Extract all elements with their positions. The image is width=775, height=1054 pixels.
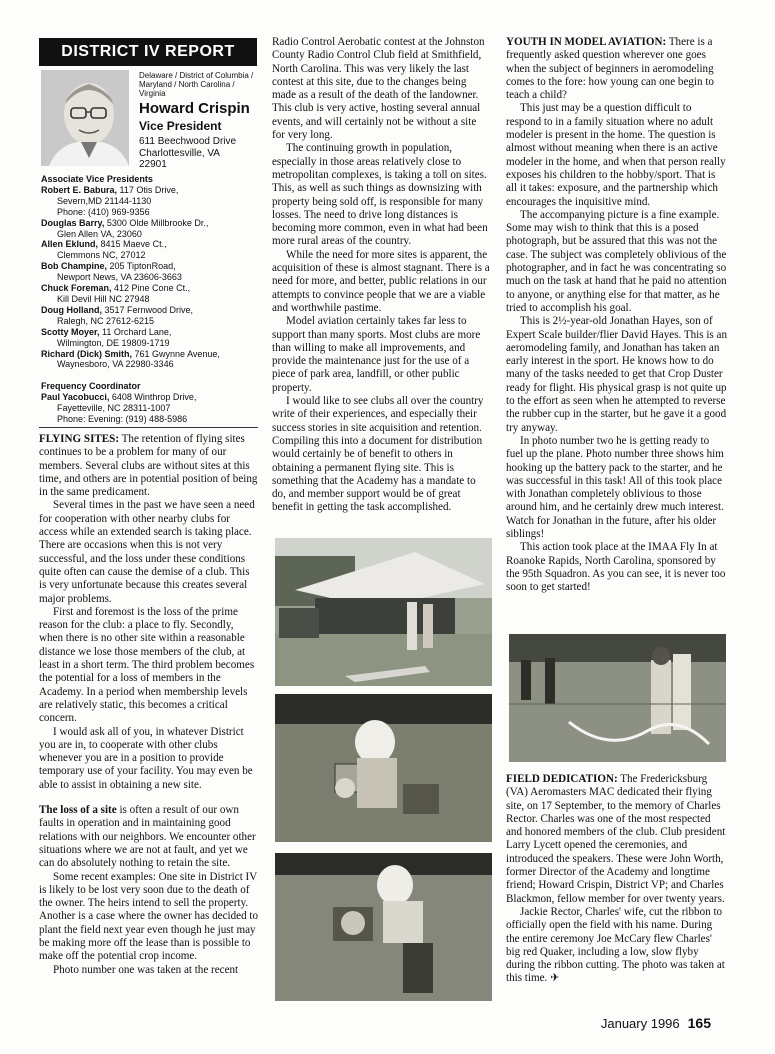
freq-line: 6408 Winthrop Drive, <box>111 391 197 402</box>
issue-date: January 1996 <box>600 1016 680 1031</box>
associate-entry <box>41 261 259 272</box>
associate-line: Clemmons NC, 27012 <box>57 250 146 261</box>
associate-name: Douglas Barry, <box>41 217 105 228</box>
associate-line: Ralegh, NC 27612-6215 <box>57 315 155 326</box>
paragraph: Several times in the past we have seen a need for cooperation with other nearby clubs for access while an extended search is taking place. There are occasions when this is not very successful, and the loss under these conditions quite often can cause the demise of a club. This is very unfortunate because this creates several major problems. <box>39 499 255 605</box>
associate-line: Newport News, VA 23606-3663 <box>57 272 182 283</box>
paragraph-text: The Fredericksburg (VA) Aeromasters MAC dedicated their flying site, on 17 September, to the memory of Charles Rector. Charles was one of the most respected and honored members of the club. Club president Larry Lycett opened the ceremonies, and introduced the speakers. These were John Worth, former Director of the Academy and longtime friend; Howard Crispin, District VP; and Charles Blackmon, fellow member for over twenty years. <box>506 773 726 905</box>
photo-field-pavilion <box>275 538 492 686</box>
associate-name: Chuck Foreman, <box>41 283 112 294</box>
associate-line: 117 Otis Drive, <box>119 184 179 195</box>
paragraph: Photo number one was taken at the recent <box>53 963 239 976</box>
section-lead: FLYING SITES: <box>39 433 120 445</box>
associate-line: 3517 Fernwood Drive, <box>104 304 194 315</box>
associate-line: 5300 Olde Millbrooke Dr., <box>106 217 209 228</box>
associate-name: Scotty Moyer, <box>41 326 100 337</box>
section-lead: FIELD DEDICATION: <box>506 773 618 785</box>
page-number: 165 <box>687 1015 711 1031</box>
associate-entry <box>41 239 259 250</box>
associate-line: Glen Allen VA, 23060 <box>57 228 142 239</box>
associate-entry <box>41 185 259 196</box>
associate-entry <box>41 305 259 316</box>
paragraph: This just may be a question difficult to respond to in a family situation where no adult modeler is present in the home. The question is almost without meaning when there is an active modeler in the home, and when that person really exposes his children to the hobby/sport. That is all it takes: exposure, and the partnership which encourages the inquisitive mind. <box>506 102 726 208</box>
paragraph: This is 2½-year-old Jonathan Hayes, son of Expert Scale builder/flier David Hayes. This is an aeromodeling family, and Jonathan has taken an early interest in the sport. He knows how to do many of the tasks needed to get that Crop Duster ready for flight. His physical grasp is not quite up to the effort as seen when he attempted to reverse the rubber cup in the starter, but he gave it a good try anyway. <box>506 315 727 434</box>
freq-entry <box>41 392 259 403</box>
freq-line: Phone: Evening: (919) 488-5986 <box>57 413 188 424</box>
paragraph: In photo number two he is getting ready to fuel up the plane. Photo number three shows him hooking up the battery pack to the starter, and he was successful in this task! All of this took place with Jonathan completely oblivious to those around him, and he certainly drew much interest. Watch for Jonathan in the future, after his older siblings! <box>506 434 724 540</box>
associate-line: Severn,MD 21144-1130 <box>57 195 152 206</box>
photo-child-fueling <box>275 694 492 842</box>
fueling-scene <box>275 694 492 842</box>
column-2 <box>272 36 491 515</box>
starter-scene <box>275 853 492 1001</box>
section-lead: YOUTH IN MODEL AVIATION: <box>506 36 667 48</box>
associate-line: Kill Devil Hill NC 27948 <box>57 293 150 304</box>
associate-line: 412 Pine Cone Ct., <box>114 283 191 294</box>
paragraph: This action took place at the IMAA Fly In at Roanoke Rapids, North Carolina, sponsored by the 95th Squadron. As you can see, it is never too soon to get started! <box>506 541 726 594</box>
associate-name: Bob Champine, <box>41 261 108 272</box>
district-banner: DISTRICT IV REPORT <box>39 38 257 66</box>
paragraph-text: There is a frequently asked question wherever one goes when the subject of beginners in aeromodeling comes to the fore: how young can one begin to teach a child? <box>506 36 714 102</box>
associate-entry <box>41 349 259 360</box>
freq-heading: Frequency Coordinator <box>41 381 141 391</box>
ribbon-scene <box>509 634 726 762</box>
vp-name: Howard Crispin <box>139 100 250 117</box>
associate-name: Richard (Dick) Smith, <box>41 348 133 359</box>
paragraph <box>39 433 259 499</box>
column-1 <box>39 433 259 977</box>
vp-address <box>139 136 259 171</box>
district-states: Delaware / District of Columbia / Maryland / North Carolina / Virginia <box>139 71 254 98</box>
associate-line: 761 Gwynne Avenue, <box>134 348 220 359</box>
vp-title: Vice President <box>139 119 222 133</box>
section-divider <box>39 427 258 428</box>
paragraph: I would like to see clubs all over the country write of their experiences, and especially their success stories in site acquisition and retention. Compiling this into a document for distribution would certainly be of benefit to others in obtaining a permanent flying site. This is something that the Academy has a mandate to do, and member support would be of great benefit in getting the task accomplished. <box>272 395 484 514</box>
paragraph: I would ask all of you, in whatever District you are in, to cooperate with other clubs whenever you are in a position to provide temporary use of your facility. You may even be able to assist in obtaining a new site. <box>39 725 253 791</box>
paragraph: Model aviation certainly takes far less to support than many sports. Most clubs are more than willing to make all improvements, and provide the maintenance just for the use of a piece of park area, landfill, or other public property. <box>272 315 481 394</box>
associate-line: 8415 Maeve Ct., <box>100 239 167 250</box>
paragraph: Radio Control Aerobatic contest at the Johnston County Radio Control Club field at Smithfield, North Carolina. This was very likely the last contest at this site, due to the changes being made as a result of the death of the landowner. This club is very active, hosting several annual events, and will certainly not be without a site for very long. <box>272 36 485 142</box>
associate-line: 205 TiptonRoad, <box>109 261 176 272</box>
associate-name: Robert E. Babura, <box>41 184 118 195</box>
paragraph: While the need for more sites is apparent, the acquisition of these is almost stagnant. There is a need for more, and better, public relations in our attempts to convince people that we are a viable and worthwhile pastime. <box>272 248 490 314</box>
associate-line: Phone: (410) 969-9356 <box>57 206 150 217</box>
page-footer <box>601 1015 711 1031</box>
portrait-image <box>41 70 129 166</box>
paragraph-text: The retention of flying sites continues to be a problem for many of our members. Several clubs are without sites at this time, and others are in potential position of being in the same predicament. <box>39 433 258 499</box>
paragraph <box>506 773 728 906</box>
associate-name: Doug Holland, <box>41 304 102 315</box>
vp-portrait-photo <box>41 70 129 166</box>
associate-line: Wilmington, DE 19809-1719 <box>57 337 170 348</box>
paragraph <box>39 804 259 870</box>
column-3-lower <box>506 773 728 986</box>
associate-entry <box>41 218 259 229</box>
associate-line: 11 Orchard Lane, <box>102 326 172 337</box>
paragraph: Jackie Rector, Charles' wife, cut the ribbon to officially open the field with his name. During the entire ceremony Joe McCary flew Charles' big red Quaker, including a low, slow flyby during the ribbon cutting. The photo was taken at this time. ✈ <box>506 905 725 985</box>
photo-child-starter <box>275 853 492 1001</box>
photo-ribbon-cutting <box>509 634 726 762</box>
vp-address-line: 22901 <box>139 159 167 170</box>
associate-entry <box>41 327 259 338</box>
freq-line: Fayetteville, NC 28311-1007 <box>57 402 171 413</box>
paragraph-text: is often a result of our own faults in operation and in maintaining good relations with our neighbors. We encounter other situations where we are not at fault, and yet we can do absolutely nothing to retain the site. <box>39 804 256 870</box>
freq-name: Paul Yacobucci, <box>41 391 110 402</box>
frequency-coordinator <box>41 381 259 425</box>
associate-vp-list <box>41 174 259 370</box>
section-lead: The loss of a site <box>39 804 117 817</box>
paragraph <box>506 36 728 102</box>
vp-address-line: 611 Beechwood Drive <box>139 136 237 147</box>
associate-entry <box>41 283 259 294</box>
paragraph: Some recent examples: One site in District IV is likely to be lost very soon due to the death of the owner. The heirs intend to sell the property. Another is a case where the owner has decided to plant the field next year even though he just may be making more off the lease than is possible to make off the potential crop income. <box>39 870 259 963</box>
pavilion-scene <box>275 538 492 686</box>
associate-line: Waynesboro, VA 22980-3346 <box>57 359 174 370</box>
paragraph: First and foremost is the loss of the prime reason for the club: a place to fly. Secondly, when there is no other site within a reasonable distance we lose those members of the club, at least in a short term. The third problem becomes the potential for a loss of members in the Academy. In a period when membership levels are relatively static, this becomes a critical concern. <box>39 605 255 725</box>
column-3 <box>506 36 728 594</box>
paragraph: The continuing growth in population, especially in those areas relatively close to metropolitan complexes, is taking a toll on sites. This, as well as such things as downsizing with property being sold off, is responsible for many losses. The need to drive long distances is becoming more common, even in what had been more rural areas of the country. <box>272 142 488 248</box>
associate-name: Allen Eklund, <box>41 239 99 250</box>
associates-heading: Associate Vice Presidents <box>41 174 153 184</box>
vp-address-line: Charlottesville, VA <box>139 147 220 159</box>
paragraph: The accompanying picture is a fine example. Some may wish to think that this is a posed photograph, but be assured that this was not the case. The subject was completely oblivious of the photographer, and in fact he was concentrating so much on the task at hand that he paid no attention to anyone, or anything else for that matter, as he tried to accomplish his goal. <box>506 208 727 314</box>
